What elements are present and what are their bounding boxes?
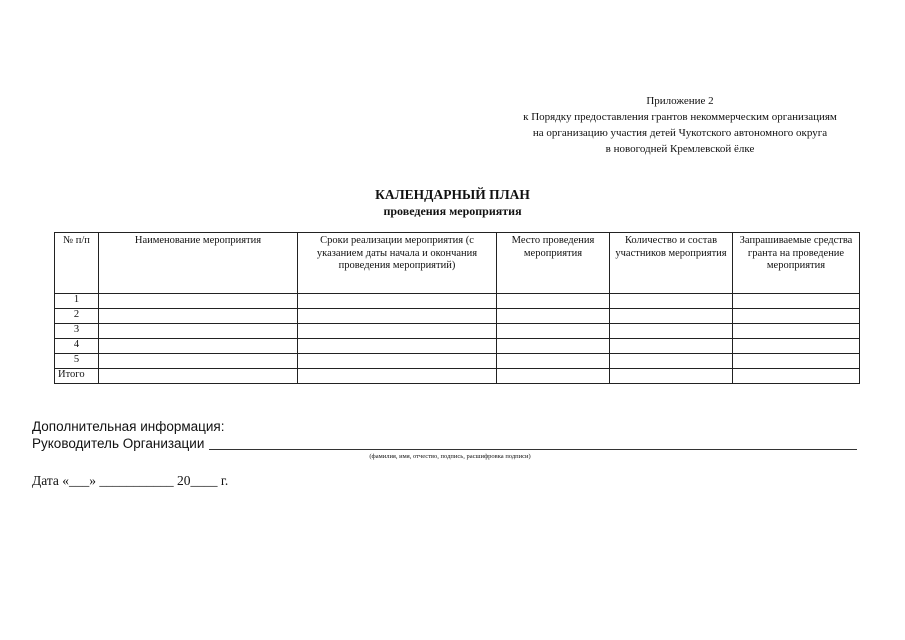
annex-line-2: на организацию участия детей Чукотского автономного округа [532,127,828,139]
cell-place[interactable] [497,339,610,354]
cell-place[interactable] [497,294,610,309]
cell-participants[interactable] [610,339,733,354]
cell-dates[interactable] [298,309,497,324]
table-row [55,324,860,339]
cell-funds[interactable] [733,309,860,324]
cell-event-name[interactable] [99,339,298,354]
cell-funds[interactable] [733,324,860,339]
cell-place[interactable] [497,324,610,339]
document-title [300,186,605,219]
cell-funds[interactable] [733,339,860,354]
total-cell-event-name[interactable] [99,369,298,384]
cell-event-name[interactable] [99,309,298,324]
total-cell-funds[interactable] [733,369,860,384]
cell-place[interactable] [497,354,610,369]
total-cell-place[interactable] [497,369,610,384]
cell-event-name[interactable] [99,324,298,339]
table-row [55,294,860,309]
cell-place[interactable] [497,309,610,324]
total-cell-dates[interactable] [298,369,497,384]
row-number: 3 [55,324,99,339]
calendar-plan-table [54,232,860,384]
cell-participants[interactable] [610,309,733,324]
cell-participants[interactable] [610,324,733,339]
table-row [55,354,860,369]
date-line: Дата «___» ___________ 20____ г. [32,473,229,488]
row-number: 2 [55,309,99,324]
header-event-name: Наименование мероприятия [99,233,298,294]
document-title-sub: проведения мероприятия [383,204,522,218]
header-dates: Сроки реализации мероприятия (с указанием даты начала и окончания проведения мероприятий) [298,233,497,294]
additional-info-label: Дополнительная информация: [32,419,225,434]
cell-dates[interactable] [298,354,497,369]
annex-line-1: к Порядку предоставления грантов некоммерческим организациям [523,111,837,123]
annex-line-3: в новогодней Кремлевской ёлке [605,143,755,155]
header-place: Место проведения мероприятия [497,233,610,294]
table-header-row [55,233,860,294]
cell-funds[interactable] [733,294,860,309]
row-number: 1 [55,294,99,309]
header-funds: Запрашиваемые средства гранта на проведение мероприятия [733,233,860,294]
cell-dates[interactable] [298,294,497,309]
cell-funds[interactable] [733,354,860,369]
cell-event-name[interactable] [99,354,298,369]
row-number: 5 [55,354,99,369]
total-cell-participants[interactable] [610,369,733,384]
table-row [55,339,860,354]
table-total-row [55,369,860,384]
signature-line[interactable] [209,449,857,450]
header-participants: Количество и состав участников мероприятия [610,233,733,294]
annex-header [480,93,880,157]
document-title-main: КАЛЕНДАРНЫЙ ПЛАН [375,187,530,202]
cell-participants[interactable] [610,294,733,309]
cell-participants[interactable] [610,354,733,369]
total-label: Итого [55,369,99,384]
signature-hint: (фамилия, имя, отчество, подпись, расшифровка подписи) [369,453,531,460]
cell-event-name[interactable] [99,294,298,309]
cell-dates[interactable] [298,339,497,354]
director-label: Руководитель Организации [32,436,205,451]
cell-dates[interactable] [298,324,497,339]
table-row [55,309,860,324]
header-number: № п/п [55,233,99,294]
annex-title: Приложение 2 [646,95,714,107]
row-number: 4 [55,339,99,354]
